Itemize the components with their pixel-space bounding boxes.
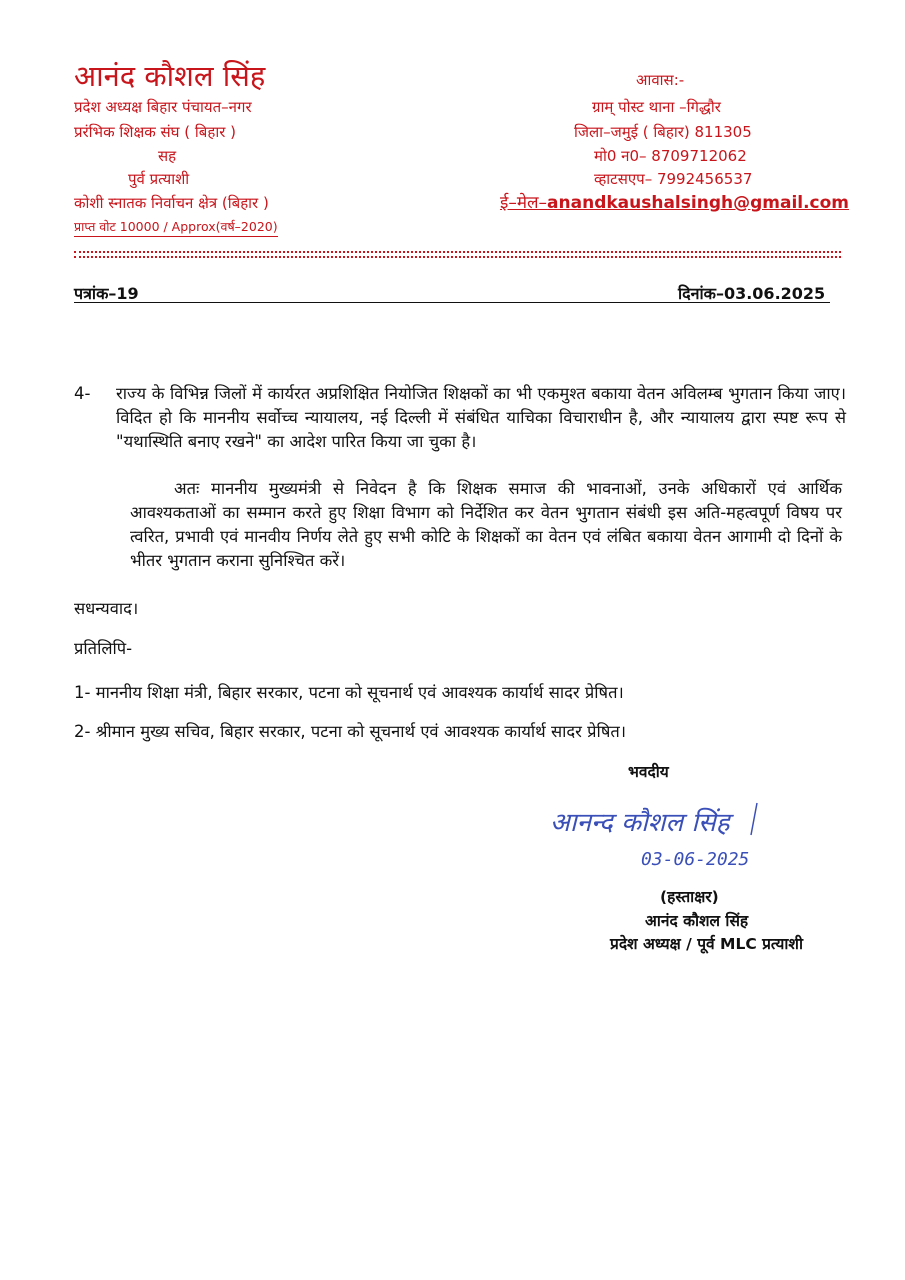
letterhead-email[interactable] <box>500 190 849 213</box>
request-text: अतः माननीय मुख्यमंत्री से निवेदन है कि शिक्षक समाज की भावनाओं, उनके अधिकारों एवं आर्थिक आवश्यकताओं का सम्मान करते हुए शिक्षा विभाग को निर्देशित कर वेतन भुगतान संबंधी इस अति-महत्वपूर्ण विषय पर त्वरित, प्रभावी एवं मानवीय निर्णय लेते हुए सभी कोटि के शिक्षकों का वेतन एवं लंबित बकाया वेतन आगामी दो दिनों के भीतर भुगतान कराना सुनिश्चित करें। <box>130 479 842 570</box>
letter-number <box>74 282 139 304</box>
email-label: ई–मेल– <box>500 193 548 213</box>
yours-faithfully: भवदीय <box>628 763 669 781</box>
letterhead-address-line-2: जिला–जमुई ( बिहार) 811305 <box>574 123 752 141</box>
signatory-name: आनंद कौशल सिंह <box>645 912 749 930</box>
signatory-designation: प्रदेश अध्यक्ष / पूर्व MLC प्रत्याशी <box>610 935 803 953</box>
letterhead-designation-3: सह <box>158 147 177 165</box>
date-label: दिनांक <box>678 284 716 303</box>
signature-date: 03-06-2025 <box>641 849 750 870</box>
letterhead-address-label: आवास:- <box>636 71 685 89</box>
handwritten-signature <box>545 795 805 875</box>
date-value: –03.06.2025 <box>715 284 826 303</box>
letterhead-designation-2: प्ररंभिक शिक्षक संघ ( बिहार ) <box>74 123 236 141</box>
letterhead-name: आनंद कौशल सिंह <box>74 59 266 93</box>
letterhead-designation-4: पुर्व प्रत्याशी <box>128 170 190 188</box>
point-4-number: 4- <box>74 384 91 403</box>
request-paragraph <box>130 477 842 573</box>
letterhead-mobile: मो0 न0– 8709712062 <box>594 147 747 165</box>
letterhead-designation-5: कोशी स्नातक निर्वाचन क्षेत्र (बिहार ) <box>74 194 269 212</box>
copy-item-1: 1- माननीय शिक्षा मंत्री, बिहार सरकार, पटना को सूचनार्थ एवं आवश्यक कार्यार्थ सादर प्रेषित। <box>74 683 624 702</box>
signature-label: (हस्ताक्षर) <box>660 888 719 906</box>
thanks-line: सधन्यवाद। <box>74 599 139 618</box>
header-divider-top <box>74 251 841 253</box>
copy-heading: प्रतिलिपि- <box>74 639 133 658</box>
copy-item-2: 2- श्रीमान मुख्य सचिव, बिहार सरकार, पटना को सूचनार्थ एवं आवश्यक कार्यार्थ सादर प्रेषित। <box>74 722 627 741</box>
letterhead-address-line-1: ग्राम् पोस्ट थाना –गिद्धौर <box>592 98 721 116</box>
email-address[interactable]: anandkaushalsingh@gmail.com <box>547 193 850 213</box>
signature-name: आनन्द कौशल सिंह <box>550 808 730 838</box>
letter-date <box>678 282 825 304</box>
point-4-text: राज्य के विभिन्न जिलों में कार्यरत अप्रशिक्षित नियोजित शिक्षकों का भी एकमुश्त बकाया वेतन अविलम्ब भुगतान किया जाए। विदित हो कि माननीय सर्वोच्च न्यायालय, नई दिल्ली में संबंधित याचिका विचाराधीन है, और न्यायालय द्वारा स्पष्ट रूप से "यथास्थिति बनाए रखने" का आदेश पारित किया जा चुका है। <box>116 384 846 451</box>
header-divider-bottom <box>74 256 841 258</box>
letterhead-designation-1: प्रदेश अध्यक्ष बिहार पंचायत–नगर <box>74 98 252 116</box>
letter-number-text: पत्रांक–19 <box>74 284 139 303</box>
letterhead-whatsapp: व्हाटसएप– 7992456537 <box>594 170 753 188</box>
letterhead-votes: प्राप्त वोट 10000 / Approx(वर्ष–2020) <box>74 218 278 237</box>
